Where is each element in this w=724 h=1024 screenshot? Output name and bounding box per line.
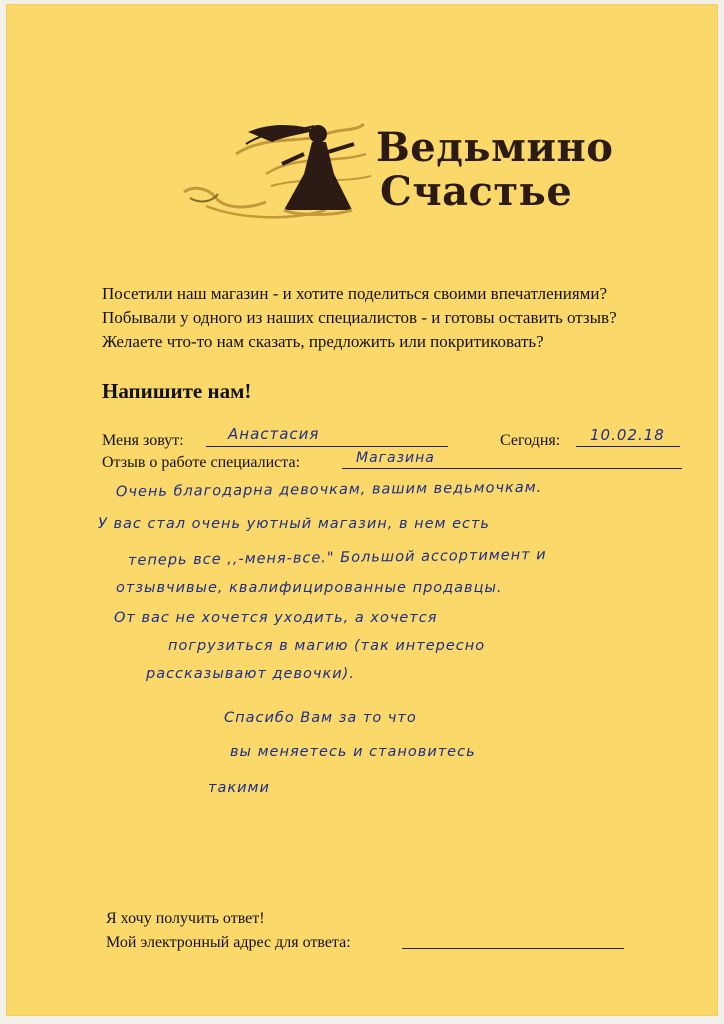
- date-underline: [576, 446, 680, 447]
- specialist-underline: [342, 468, 682, 469]
- intro-text: [102, 282, 617, 354]
- review-line: У вас стал очень уютный магазин, в нем есть: [98, 516, 490, 532]
- date-label: Сегодня:: [500, 432, 561, 449]
- review-line: погрузиться в магию (так интересно: [168, 638, 486, 654]
- brand-logo: [176, 114, 616, 229]
- name-underline: [206, 446, 448, 447]
- email-label: Мой электронный адрес для ответа:: [106, 934, 351, 951]
- brand-name: [376, 126, 613, 214]
- email-underline: [402, 948, 624, 949]
- brand-line-1: Ведьмино: [376, 124, 614, 171]
- review-line: теперь все ,,-меня-все." Большой ассортимент и: [127, 547, 547, 569]
- date-field[interactable]: 10.02.18: [590, 426, 665, 444]
- name-label: Меня зовут:: [102, 432, 184, 449]
- review-line: Очень благодарна девочкам, вашим ведьмочкам.: [115, 479, 543, 501]
- review-line: отзывчивые, квалифицированные продавцы.: [116, 580, 503, 596]
- review-line: От вас не хочется уходить, а хочется: [114, 610, 438, 626]
- review-line: рассказывают девочки).: [146, 666, 355, 682]
- brand-line-2: Счастье: [380, 168, 573, 215]
- review-line: такими: [208, 780, 270, 796]
- specialist-label: Отзыв о работе специалиста:: [102, 454, 301, 471]
- review-line: Спасибо Вам за то что: [224, 710, 417, 726]
- intro-line: Желаете что-то нам сказать, предложить или покритиковать?: [102, 332, 544, 351]
- page-heading: Напишите нам!: [102, 379, 252, 403]
- review-line: вы меняетесь и становитесь: [230, 744, 476, 760]
- intro-line: Побывали у одного из наших специалистов - и готовы оставить отзыв?: [102, 308, 617, 327]
- specialist-field[interactable]: Магазина: [356, 450, 435, 466]
- name-field[interactable]: Анастасия: [228, 425, 320, 443]
- intro-line: Посетили наш магазин - и хотите поделиться своими впечатлениями?: [102, 284, 608, 303]
- reply-request-label: Я хочу получить ответ!: [106, 910, 265, 927]
- feedback-form-sheet: [6, 4, 718, 1016]
- witch-logo-icon: [176, 114, 376, 229]
